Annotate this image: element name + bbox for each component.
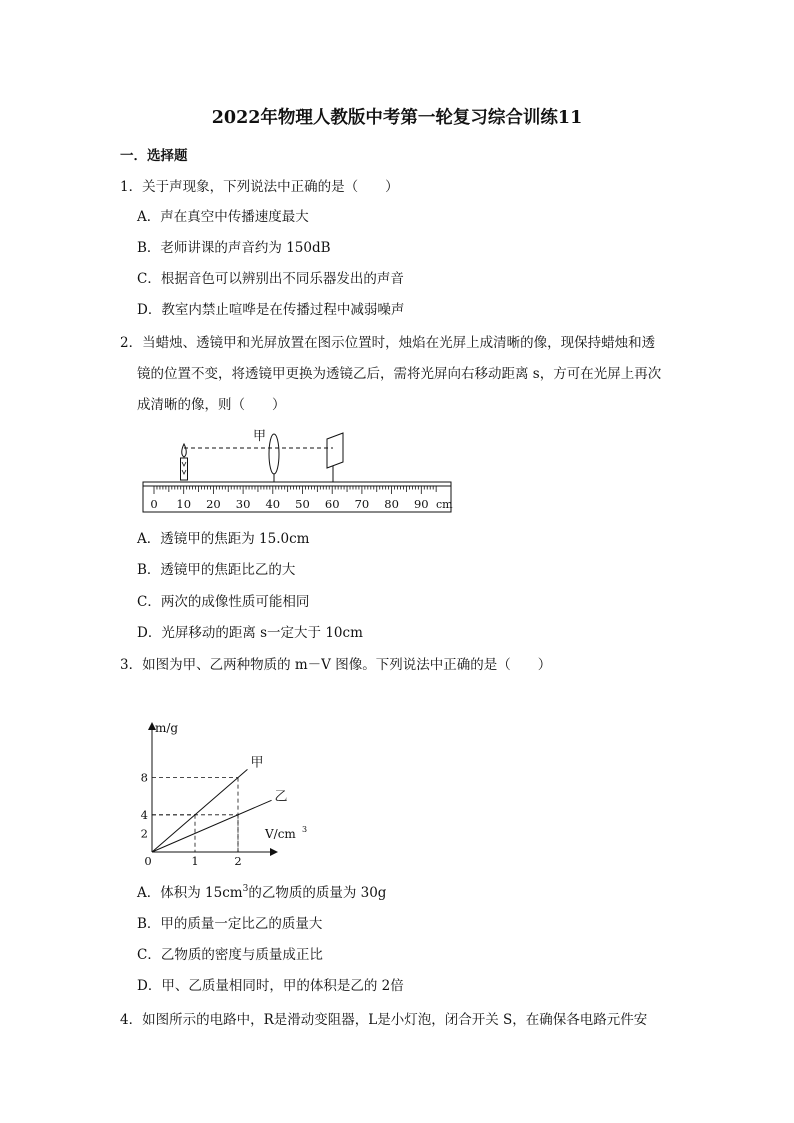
ruler-tick-label: 90	[413, 497, 429, 511]
q3-option-c: C．乙物质的密度与质量成正比	[137, 947, 323, 963]
candle-flame-icon	[182, 444, 187, 457]
q2-stem-line-3: 成清晰的像，则（ ）	[137, 397, 286, 413]
ruler-tick-label: 70	[354, 497, 370, 511]
ruler-tick-label: 80	[384, 497, 399, 511]
series-line	[152, 769, 247, 852]
lens-label: 甲	[253, 429, 267, 444]
svg-text:V/cm: V/cm	[265, 827, 296, 841]
ruler-tick-label: 0	[150, 497, 158, 511]
q2-stem-line-2: 镜的位置不变，将透镜甲更换为透镜乙后，需将光屏向右移动距离 s，方可在光屏上再次	[137, 366, 662, 382]
q1-option-c: C．根据音色可以辨别出不同乐器发出的声音	[137, 271, 404, 287]
q2-option-a: A．透镜甲的焦距为 15.0cm	[137, 531, 310, 547]
candle-body	[181, 458, 188, 480]
q1-option-d: D．教室内禁止喧哗是在传播过程中减弱噪声	[137, 302, 405, 318]
document-title: 2022年物理人教版中考第一轮复习综合训练11	[211, 108, 583, 128]
y-axis-label: m/g	[155, 721, 179, 735]
q3-option-a: A．体积为 $15cm^3$的乙物质的质量为 30g	[137, 884, 387, 901]
ruler-unit-label: cm	[436, 498, 453, 511]
ruler-tick-label: 60	[324, 497, 340, 511]
x-tick-label: 2	[234, 854, 242, 868]
series-line	[152, 800, 272, 852]
x-axis-label	[264, 825, 307, 841]
q2-stem-line-1: 2．当蜡烛、透镜甲和光屏放置在图示位置时，烛焰在光屏上成清晰的像，现保持蜡烛和透	[120, 335, 656, 351]
optical-bench-figure	[140, 424, 456, 516]
q4-stem: 4．如图所示的电路中，R是滑动变阻器，L是小灯泡，闭合开关 S，在确保各电路元件安	[120, 1012, 648, 1028]
ruler-tick-label: 10	[176, 497, 192, 511]
svg-text:3: 3	[302, 825, 308, 834]
ruler-tick-label: 40	[265, 497, 281, 511]
q3-option-b: B．甲的质量一定比乙的质量大	[137, 916, 323, 932]
y-tick-label: 4	[140, 807, 148, 822]
q2-option-d: D．光屏移动的距离 s一定大于 10cm	[137, 625, 363, 641]
series-label: 乙	[274, 789, 288, 805]
q1-stem: 1．关于声现象，下列说法中正确的是（ ）	[120, 179, 399, 195]
convex-lens-icon	[269, 434, 279, 474]
q3-option-d: D．甲、乙质量相同时，甲的体积是乙的 2倍	[137, 978, 404, 994]
ruler-tick-label: 50	[295, 497, 310, 511]
y-tick-label: 8	[140, 770, 148, 785]
q1-option-a: A．声在真空中传播速度最大	[137, 209, 309, 225]
q2-option-c: C．两次的成像性质可能相同	[137, 594, 310, 610]
y-tick-label: 2	[140, 826, 148, 841]
x-tick-label: 1	[191, 854, 199, 868]
ruler-tick-label: 30	[235, 497, 251, 511]
light-screen-icon	[327, 433, 343, 468]
m-v-graph	[135, 715, 315, 870]
q1-option-b: B．老师讲课的声音约为 150dB	[137, 240, 331, 256]
series-label: 甲	[250, 755, 264, 771]
ruler-tick-label: 20	[206, 497, 221, 511]
q2-option-b: B．透镜甲的焦距比乙的大	[137, 562, 296, 578]
x-tick-label: 0	[144, 854, 152, 868]
section-heading: 一．选择题	[120, 148, 188, 164]
q3-stem: 3．如图为甲、乙两种物质的 m－V 图像。下列说法中正确的是（ ）	[120, 657, 552, 673]
